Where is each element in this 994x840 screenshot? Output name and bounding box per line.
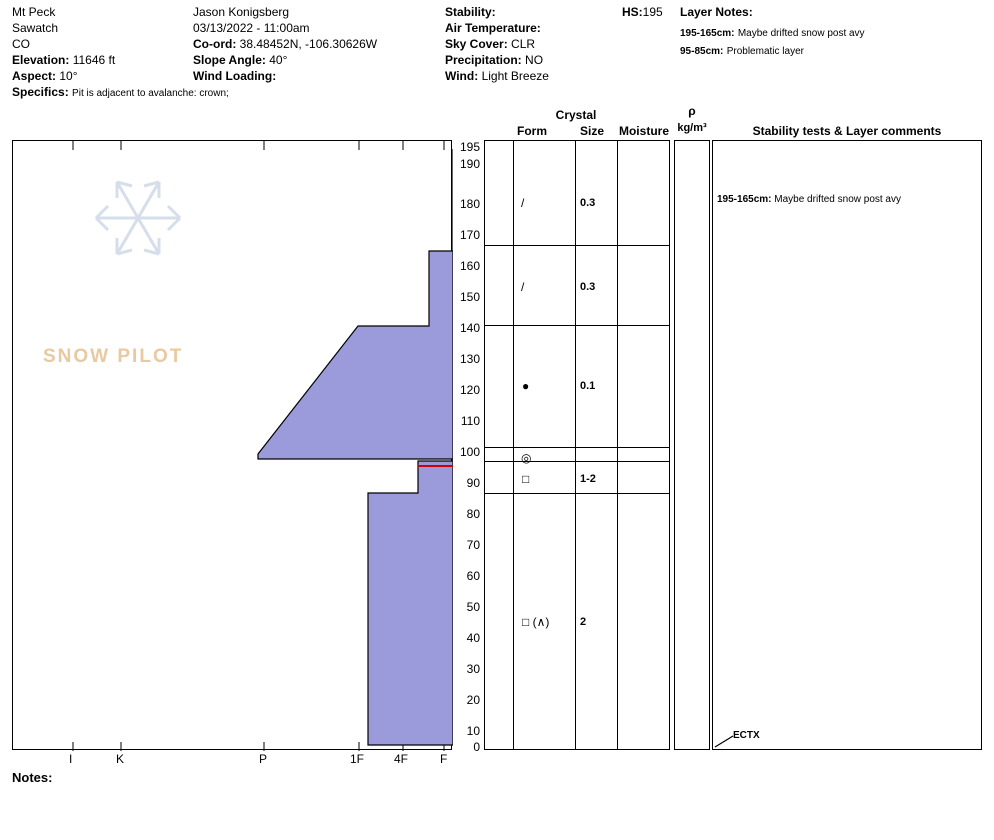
- grain-form-symbol: /: [521, 280, 525, 294]
- crystal-table: [484, 140, 670, 750]
- header-column-observer: [193, 4, 377, 84]
- layer-boundary-140: [485, 325, 669, 326]
- aspect-label: Aspect:: [12, 69, 57, 83]
- layer-note-range: 195-165cm:: [680, 28, 735, 39]
- stability-header: Stability tests & Layer comments: [752, 124, 942, 138]
- wind-label: Wind:: [445, 69, 479, 83]
- grain-size-value: 2: [580, 616, 587, 628]
- hardness-label-1f: 1F: [350, 752, 365, 766]
- grain-form-symbol: □: [522, 472, 530, 486]
- stability-comments-column: [712, 140, 982, 750]
- table-divider: [575, 141, 576, 749]
- hardness-label-i: I: [69, 752, 73, 766]
- layer-comment-range: 195-165cm:: [717, 194, 772, 205]
- notes-label: Notes:: [12, 770, 53, 785]
- depth-tick-130: 130: [459, 352, 480, 366]
- header-column-hs: [622, 4, 663, 20]
- range-name: Sawatch: [12, 21, 59, 35]
- size-header: Size: [579, 124, 604, 138]
- depth-tick-120: 120: [459, 383, 480, 397]
- depth-tick-40: 40: [466, 631, 480, 645]
- depth-tick-140: 140: [459, 321, 480, 335]
- rho-header: ρ: [688, 104, 696, 118]
- slope-angle-label: Slope Angle:: [193, 53, 266, 67]
- hardness-label-k: K: [116, 752, 125, 766]
- wind-value: Light Breeze: [481, 69, 549, 83]
- layer-comment: [717, 194, 901, 205]
- layer-note-range: 95-85cm:: [680, 46, 724, 57]
- coord-label: Co-ord:: [193, 37, 237, 51]
- site-name: Mt Peck: [12, 5, 56, 19]
- depth-axis: [452, 140, 482, 754]
- watermark-text: SNOW PILOT: [43, 346, 184, 367]
- layer-boundary-85: [485, 493, 669, 494]
- depth-tick-110: 110: [460, 414, 480, 428]
- depth-tick-20: 20: [466, 693, 480, 707]
- observation-datetime: 03/13/2022 - 11:00am: [193, 21, 310, 35]
- table-divider: [513, 141, 514, 749]
- hardness-area: [258, 149, 453, 745]
- moisture-header: Moisture: [618, 124, 669, 138]
- precipitation-label: Precipitation:: [445, 53, 522, 67]
- depth-tick-160: 160: [459, 259, 480, 273]
- depth-tick-50: 50: [466, 600, 480, 614]
- depth-tick-70: 70: [466, 538, 480, 552]
- sky-cover-value: CLR: [511, 37, 536, 51]
- state-name: CO: [12, 37, 30, 51]
- stability-label: Stability:: [445, 5, 496, 19]
- depth-tick-30: 30: [466, 662, 480, 676]
- grain-size-value: 0.1: [580, 380, 596, 392]
- stability-test-label: ECTX: [733, 730, 760, 741]
- layer-boundary-100: [485, 447, 669, 448]
- elevation-value: 11646 ft: [72, 53, 116, 67]
- depth-tick-190: 190: [459, 157, 480, 171]
- air-temperature-label: Air Temperature:: [445, 21, 541, 35]
- specifics-label: Specifics:: [12, 85, 69, 99]
- depth-tick-180: 180: [459, 197, 480, 211]
- grain-form-symbol: □ (∧): [522, 615, 550, 629]
- layer-boundary-96: [485, 461, 669, 462]
- depth-tick-150: 150: [459, 290, 480, 304]
- density-units-header: kg/m³: [677, 122, 707, 134]
- grain-form-symbol: /: [521, 196, 525, 210]
- snow-profile-plot: [12, 140, 452, 750]
- hardness-label-f: F: [440, 752, 448, 766]
- hardness-label-4f: 4F: [394, 752, 409, 766]
- crystal-header: Crystal: [555, 108, 597, 122]
- depth-tick-0: 0: [473, 740, 480, 754]
- depth-tick-80: 80: [466, 507, 480, 521]
- hs-value: 195: [642, 5, 663, 19]
- grain-size-value: 0.3: [580, 197, 596, 209]
- snowflake-icon: [68, 173, 208, 263]
- header-column-layer-notes: [680, 4, 865, 60]
- depth-tick-60: 60: [466, 569, 480, 583]
- depth-tick-195: 195: [459, 140, 480, 154]
- form-header: Form: [517, 124, 547, 138]
- depth-tick-90: 90: [466, 476, 480, 490]
- layer-comment-text: Maybe drifted snow post avy: [774, 194, 901, 205]
- sky-cover-label: Sky Cover:: [445, 37, 508, 51]
- layer-notes-title: Layer Notes:: [680, 5, 753, 19]
- aspect-value: 10°: [59, 69, 78, 83]
- header-column-weather: [445, 4, 549, 84]
- layer-note-text: Problematic layer: [726, 46, 804, 57]
- header-info: [0, 0, 994, 118]
- table-divider: [617, 141, 618, 749]
- coord-value: 38.48452N, -106.30626W: [239, 37, 378, 51]
- depth-tick-100: 100: [459, 445, 480, 459]
- observer-name: Jason Konigsberg: [193, 5, 290, 19]
- depth-tick-10: 10: [466, 724, 480, 738]
- slope-angle-value: 40°: [269, 53, 288, 67]
- hardness-label-p: P: [259, 752, 268, 766]
- wind-loading-label: Wind Loading:: [193, 69, 277, 83]
- layer-boundary-165: [485, 245, 669, 246]
- depth-tick-170: 170: [459, 228, 480, 242]
- grain-size-value: 0.3: [580, 281, 596, 293]
- grain-form-symbol: ●: [522, 379, 530, 393]
- density-column: [674, 140, 710, 750]
- precipitation-value: NO: [525, 53, 544, 67]
- specifics-value: Pit is adjacent to avalanche: crown;: [72, 88, 229, 99]
- hardness-axis-labels: [12, 752, 452, 768]
- layer-note-text: Maybe drifted snow post avy: [737, 28, 865, 39]
- elevation-label: Elevation:: [12, 53, 70, 67]
- grain-size-value: 1-2: [580, 473, 596, 485]
- grain-form-symbol: ◎: [521, 451, 532, 465]
- hs-label: HS:: [622, 5, 643, 19]
